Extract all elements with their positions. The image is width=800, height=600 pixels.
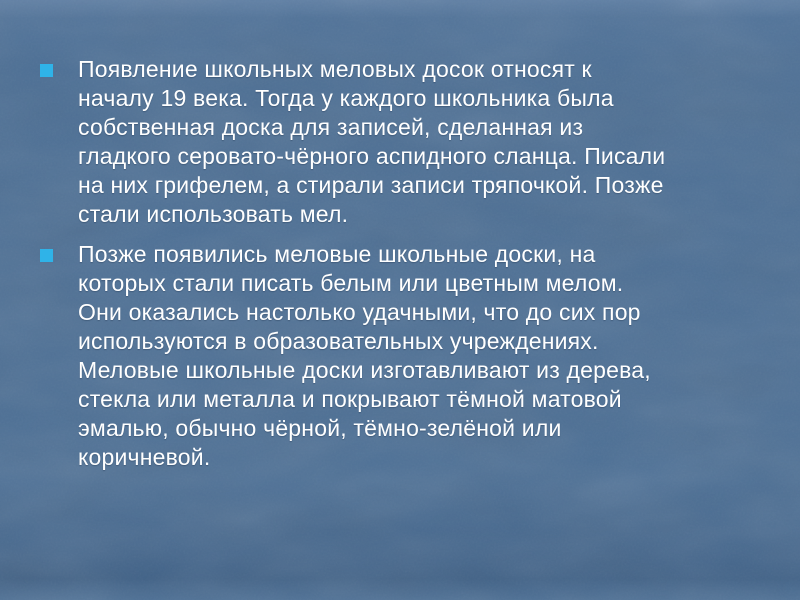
text-line: на них грифелем, а стирали записи тряпочкой. Позже [78, 172, 664, 198]
text-line: используются в образовательных учреждениях. [78, 328, 599, 354]
text-line: собственная доска для записей, сделанная из [78, 114, 584, 140]
text-line: Меловые школьные доски изготавливают из дерева, [78, 357, 651, 383]
bullet-item [40, 55, 772, 229]
text-line: коричневой. [78, 444, 211, 470]
text-line: эмалью, обычно чёрной, тёмно-зелёной или [78, 415, 562, 441]
bullet-text [78, 240, 651, 472]
text-line: началу 19 века. Тогда у каждого школьника была [78, 85, 614, 111]
text-line: Появление школьных меловых досок относят к [78, 56, 592, 82]
text-line: Они оказались настолько удачными, что до сих пор [78, 299, 641, 325]
bullet-square-icon [40, 249, 53, 262]
text-line: Позже появились меловые школьные доски, на [78, 241, 596, 267]
slide-body [40, 55, 772, 472]
text-line: гладкого серовато-чёрного аспидного сланца. Писали [78, 143, 666, 169]
bullet-item [40, 240, 772, 472]
text-line: стали использовать мел. [78, 201, 349, 227]
bullet-square-icon [40, 64, 53, 77]
bullet-text [78, 55, 665, 229]
text-line: которых стали писать белым или цветным мелом. [78, 270, 624, 296]
text-line: стекла или металла и покрывают тёмной матовой [78, 386, 622, 412]
